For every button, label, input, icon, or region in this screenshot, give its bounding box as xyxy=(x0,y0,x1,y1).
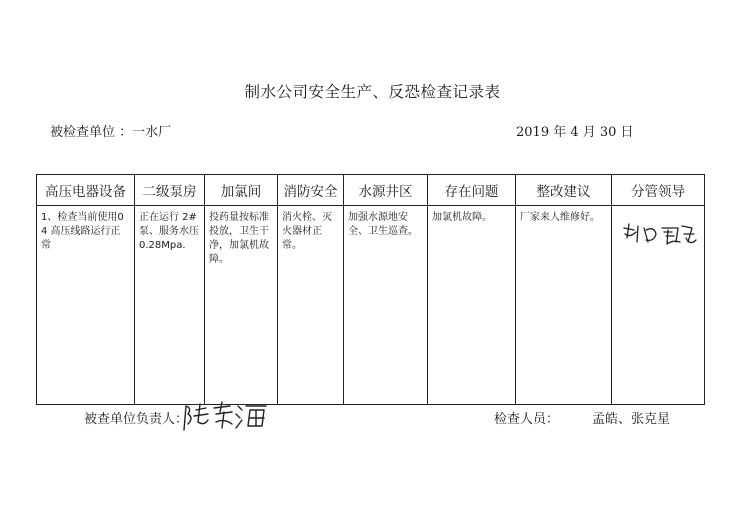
inspection-date: 2019 年 4 月 30 日 xyxy=(516,125,634,140)
header-rectification-suggestion: 整改建议 xyxy=(516,175,612,206)
header-water-source-well: 水源井区 xyxy=(344,175,428,206)
header-pump-room: 二级泵房 xyxy=(135,175,205,206)
leader-signature xyxy=(620,220,700,260)
cell-chlorination-room: 投药量按标准投放，卫生干净，加氯机故障。 xyxy=(205,206,278,405)
inspector-names: 孟皓、张克星 xyxy=(592,412,671,427)
table-header-row xyxy=(37,175,705,206)
cell-existing-problems: 加氯机故障。 xyxy=(428,206,516,405)
cell-rectification-suggestion: 厂家来人维修好。 xyxy=(516,206,612,405)
cell-fire-safety: 消火栓、灭火器材正常。 xyxy=(278,206,344,405)
inspection-record-table xyxy=(36,174,705,405)
cell-high-voltage: 1、检查当前使用04 高压线路运行正常 xyxy=(37,206,135,405)
table-row xyxy=(37,206,705,405)
header-leader-in-charge: 分管领导 xyxy=(612,175,705,206)
responsible-person-label: 被查单位负责人： xyxy=(84,412,189,427)
inspected-unit: 被检查单位 ：一水厂 xyxy=(50,125,172,140)
header-existing-problems: 存在问题 xyxy=(428,175,516,206)
cell-pump-room: 正在运行 2#泵、服务水压0.28Mpa. xyxy=(135,206,205,405)
cell-leader-signature xyxy=(612,206,705,405)
cell-water-source-well: 加强水源地安全、卫生巡查。 xyxy=(344,206,428,405)
header-chlorination-room: 加氯间 xyxy=(205,175,278,206)
inspector-label: 检查人员： xyxy=(494,412,560,427)
document-title: 制水公司安全生产、反恐检查记录表 xyxy=(244,83,501,101)
header-fire-safety: 消防安全 xyxy=(278,175,344,206)
header-high-voltage: 高压电器设备 xyxy=(37,175,135,206)
responsible-signature xyxy=(180,400,272,434)
